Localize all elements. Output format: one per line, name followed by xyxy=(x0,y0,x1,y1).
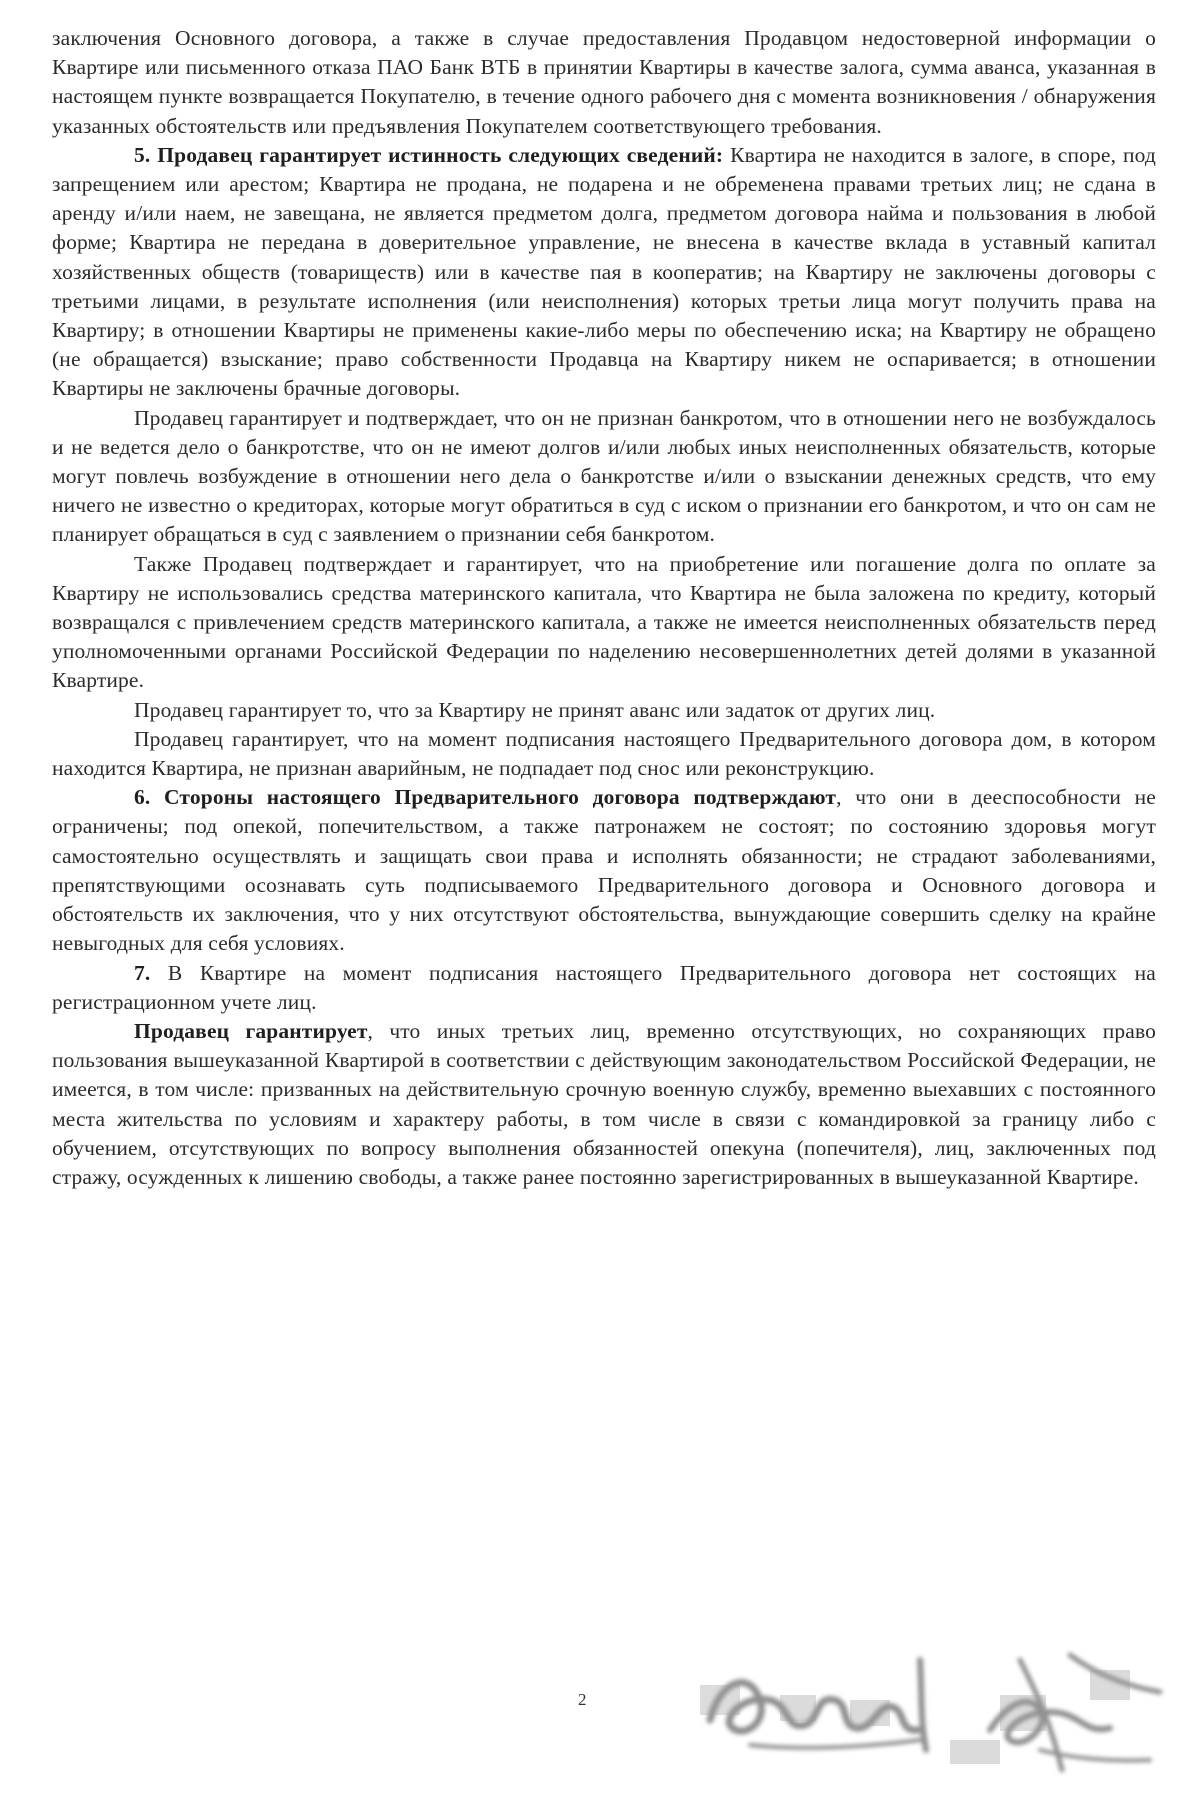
paragraph-bankruptcy-guarantee xyxy=(52,404,1156,550)
paragraph-maternity-capital xyxy=(52,550,1156,696)
paragraph-text: Также Продавец подтверждает и гарантирует, что на приобретение или погашение долга по оплате за Квартиру не использовались средства материнского капитала, что Квартира не была заложена по кредиту, который возвращался с привлечением средств материнского капитала, а также не имеется неисполненных обязательств перед уполномоченными органами Российской Федерации по наделению несовершеннолетних детей долями в указанной Квартире. xyxy=(52,551,1156,693)
paragraph-text: , что они в дееспособности не ограничены; под опекой, попечительством, а также патронажем не состоят; по состоянию здоровья могут самостоятельно осуществлять и защищать свои права и исполнять обязанности; не страдают заболеваниями, препятствующими осознавать суть подписываемого Предварительного договора и Основного договора и обстоятельств их заключения, что у них отсутствуют обстоятельства, вынуждающие совершить сделку на крайне невыгодных для себя условиях. xyxy=(52,785,1156,956)
paragraph-no-advance xyxy=(52,696,1156,725)
paragraph-clause-6 xyxy=(52,783,1156,958)
paragraph-clause-7 xyxy=(52,959,1156,1017)
signature-image xyxy=(690,1600,1170,1790)
paragraph-text: Квартира не находится в залоге, в споре, под запрещением или арестом; Квартира не продана, не подарена и не обременена правами третьих лиц; не сдана в аренду и/или наем, не завещана, не является предметом долга, предметом договора найма и пользования в любой форме; Квартира не передана в доверительное управление, не внесена в качестве вклада в уставный капитал хозяйственных обществ (товариществ) или в качестве пая в кооператив; на Квартиру не заключены договоры с третьими лицами, в результате исполнения (или неисполнения) которых третьи лица могут получить права на Квартиру; в отношении Квартиры не применены какие-либо меры по обеспечению иска; на Квартиру не обращено (не обращается) взыскание; право собственности Продавца на Квартиру никем не оспаривается; в отношении Квартиры не заключены брачные договоры. xyxy=(52,142,1157,401)
clause-heading: Продавец гарантирует xyxy=(134,1018,368,1043)
document-body xyxy=(52,24,1156,1192)
paragraph-text: В Квартире на момент подписания настоящего Предварительного договора нет состоящих на регистрационном учете лиц. xyxy=(52,960,1156,1014)
paragraph-clause-4-end xyxy=(52,24,1156,141)
paragraph-text: Продавец гарантирует и подтверждает, что он не признан банкротом, что в отношении него не возбуждалось и не ведется дело о банкротстве, что он не имеют долгов и/или любых иных неисполненных обязательств, которые могут повлечь возбуждение в отношении него дела о банкротстве и/или о взыскании денежных средств, что ему ничего не известно о кредиторах, которые могут обратиться в суд с иском о признании его банкротом, и что он сам не планирует обращаться в суд с заявлением о признании себя банкротом. xyxy=(52,405,1156,547)
paragraph-text: Продавец гарантирует, что на момент подписания настоящего Предварительного договора дом, в котором находится Квартира, не признан аварийным, не подпадает под снос или реконструкцию. xyxy=(52,726,1156,781)
clause-heading: 5. Продавец гарантирует истинность следующих сведений: xyxy=(134,142,724,167)
paragraph-building-status xyxy=(52,725,1156,783)
clause-heading: 6. Стороны настоящего Предварительного договора подтверждают xyxy=(134,785,837,810)
paragraph-clause-5 xyxy=(52,141,1156,404)
paragraph-text: Продавец гарантирует то, что за Квартиру не принят аванс или задаток от других лиц. xyxy=(134,697,936,722)
paragraph-text: заключения Основного договора, а также в случае предоставления Продавцом недостоверной информации о Квартире или письменного отказа ПАО Банк ВТБ в принятии Квартиры в качестве залога, сумма аванса, указанная в настоящем пункте возвращается Покупателю, в течение одного рабочего дня с момента возникновения / обнаружения указанных обстоятельств или предъявления Покупателем соответствующего требования. xyxy=(52,26,1156,138)
paragraph-text: , что иных третьих лиц, временно отсутствующих, но сохраняющих право пользования вышеуказанной Квартирой в соответствии с действующим законодательством Российской Федерации, не имеется, в том числе: призванных на действительную срочную военную службу, временно выехавших с постоянного места жительства по условиям и характеру работы, в том числе в связи с командировкой за границу либо с обучением, отсутствующих по вопросу выполнения обязанностей опекуна (попечителя), лиц, заключенных под стражу, осужденных к лишению свободы, а также ранее постоянно зарегистрированных в вышеуказанной Квартире. xyxy=(52,1018,1156,1189)
clause-heading: 7. xyxy=(134,960,151,985)
paragraph-third-parties xyxy=(52,1017,1156,1192)
page-number: 2 xyxy=(578,1690,587,1709)
